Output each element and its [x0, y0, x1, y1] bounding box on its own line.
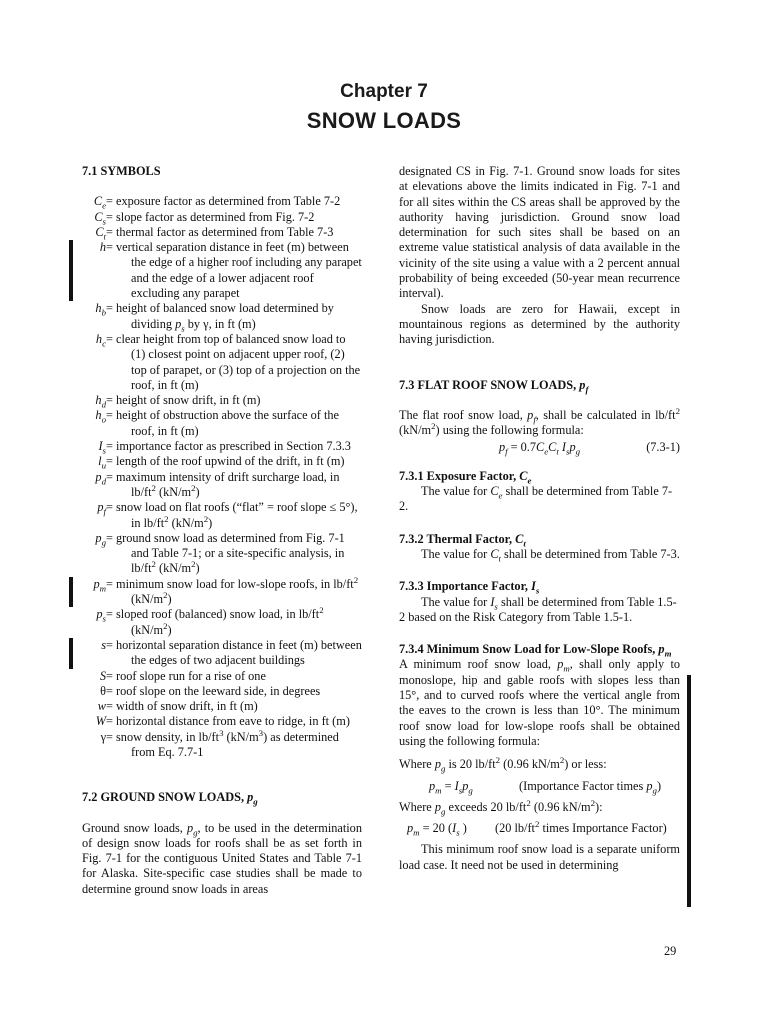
equation-7-3-1 — [399, 440, 680, 455]
symbol-definition — [82, 531, 362, 577]
symbol: $l_u$ — [98, 454, 106, 471]
symbol-description: = width of snow drift, in ft (m) — [106, 699, 258, 714]
symbol-definition — [82, 240, 362, 301]
symbol-definition — [82, 470, 362, 501]
left-column — [82, 164, 362, 897]
formula-pm-low-note: (Importance Factor times $p_g$) — [519, 778, 662, 795]
subsection-heading-7-3-1: 7.3.1 Exposure Factor, $C_e$ — [399, 468, 532, 486]
symbol: $p_m$ — [93, 576, 106, 594]
symbol: $I_s$ — [98, 439, 106, 456]
symbol: $p_d$ — [95, 469, 106, 487]
section-heading-flat-roof: 7.3 FLAT ROOF SNOW LOADS, $p_f$ — [399, 377, 589, 395]
symbol: s — [101, 637, 106, 652]
equation-number: (7.3-1) — [646, 440, 680, 455]
symbol-description: = maximum intensity of drift surcharge load, in $lb/ft^2$ $(kN/m^2)$ — [106, 469, 340, 499]
symbol-description: = roof slope on the leeward side, in degrees — [106, 683, 321, 698]
symbol-description: = snow load on flat roofs (“flat” = roof slope ≤ 5°), in $lb/ft^2$ $(kN/m^2)$ — [106, 500, 358, 530]
symbol-description: = clear height from top of balanced snow load to (1) closest point on adjacent upper roof, (2) top of parapet, or (3) top of a projection on the roof, in ft (m) — [106, 331, 361, 392]
symbol: $h_b$ — [95, 301, 106, 318]
symbol-description: = minimum snow load for low-slope roofs, in $lb/ft^2$ $(kN/m^2)$ — [106, 574, 359, 607]
ground-snow-paragraph: Ground snow loads, $p_g$, to be used in the determination of design snow loads for roofs shall be as set forth in Fig. 7-1 for the contiguous United States and Table 7-1 for Alaska. Site-specific case studies shall be made to determine ground snow loads in areas — [82, 820, 362, 896]
symbol-description: = height of snow drift, in ft (m) — [106, 393, 261, 408]
section-heading-symbols: 7.1 SYMBOLS — [82, 164, 161, 178]
symbol: W — [95, 714, 106, 729]
symbol-description: = slope factor as determined from Fig. 7-2 — [106, 209, 315, 224]
where-condition-1: Where $p_g$ is 20 $lb/ft^2$ (0.96 $kN/m^2$) or less: — [399, 755, 607, 774]
page-number: 29 — [664, 944, 677, 958]
symbol-description: = importance factor as prescribed in Section 7.3.3 — [106, 439, 351, 454]
symbol-definition — [82, 500, 362, 531]
symbol-definition — [82, 699, 362, 714]
symbol-definition — [82, 210, 362, 225]
symbol-description: = snow density, in $lb/ft^3$ $(kN/m^3)$ as determined from Eq. 7.7-1 — [106, 727, 339, 759]
symbol-definition — [82, 301, 362, 332]
subsection-heading-7-3-2: 7.3.2 Thermal Factor, $C_t$ — [399, 531, 526, 549]
subsection-text-7-3-4: A minimum roof snow load, $p_m$, shall only apply to monoslope, hip and gable roofs with slopes less than 15°, and to curved roofs where the vertical angle from the eaves to the crown is less than 10°. The minimum roof snow load for low-slope roofs shall be obtained using the following formula: — [399, 657, 681, 748]
symbol: θ — [100, 683, 106, 698]
symbol-description: = roof slope run for a rise of one — [106, 668, 266, 683]
symbol: $C_t$ — [95, 224, 106, 242]
flat-roof-paragraph: The flat roof snow load, $p_f$, shall be calculated in $lb/ft^2$ $(kN/m^2)$ using the following formula: — [399, 405, 680, 438]
symbol: w — [97, 699, 106, 714]
right-column — [399, 164, 680, 873]
where-condition-2: Where $p_g$ exceeds 20 $lb/ft^2$ (0.96 $kN/m^2$): — [399, 797, 603, 817]
subsection-heading-7-3-3: 7.3.3 Importance Factor, $I_s$ — [399, 579, 540, 596]
subsection-heading-7-3-4: 7.3.4 Minimum Snow Load for Low-Slope Roofs, $p_m$ — [399, 642, 672, 659]
symbol-definition — [82, 454, 362, 469]
formula-pm-high — [407, 821, 680, 836]
formula-pm-high-note: (20 $lb/ft^2$ times Importance Factor) — [495, 819, 667, 836]
symbol-definitions-list — [82, 194, 362, 760]
symbol-definition — [82, 439, 362, 454]
symbol: $C_s$ — [94, 209, 106, 227]
minimum-load-paragraph: This minimum roof snow load is a separate uniform load case. It need not be used in determining — [399, 842, 680, 872]
symbol-description: = exposure factor as determined from Table 7-2 — [106, 194, 341, 209]
chapter-label: Chapter 7 — [340, 81, 428, 102]
symbol-description: = horizontal distance from eave to ridge, in ft (m) — [106, 714, 350, 729]
symbol-description: = ground snow load as determined from Fig. 7-1 and Table 7-1; or a site-specific analysis, in $lb/ft^2$ $(kN/m^2)$ — [106, 530, 345, 576]
symbol-description: = length of the roof upwind of the drift, in ft (m) — [106, 454, 345, 469]
symbol-definition — [82, 408, 362, 439]
revision-bar — [69, 577, 73, 608]
symbol-definition — [82, 574, 362, 608]
symbol-definition — [82, 607, 362, 638]
symbol-description: = height of balanced snow load determined by dividing $p_s$ by γ, in ft (m) — [106, 301, 334, 334]
revision-bar — [69, 240, 73, 301]
symbol: $p_g$ — [95, 530, 106, 548]
symbol-definition — [82, 684, 362, 699]
symbol-description: = vertical separation distance in feet (m) between the edge of a higher roof including any parapet and the edge of a lower adjacent roof excluding any parapet — [106, 240, 362, 301]
symbol-definition — [82, 332, 362, 393]
symbol-definition — [82, 669, 362, 684]
equation-body: $p_f = 0.7C_eC_t$ $I_sp_g$ — [498, 440, 581, 457]
symbol-definition — [82, 225, 362, 240]
symbol-definition — [82, 638, 362, 669]
section-heading-ground-snow: 7.2 GROUND SNOW LOADS, $p_g$ — [82, 790, 258, 807]
symbol-definition — [82, 727, 362, 761]
symbol: $h_d$ — [95, 393, 106, 410]
symbol-definition — [82, 393, 362, 408]
subsection-text-7-3-2: The value for $C_t$ shall be determined from Table 7-3. — [421, 546, 680, 564]
symbol: $p_f$ — [97, 500, 106, 517]
formula-pm-high-expression: $p_m = 20$ ($I_s$ ) — [407, 821, 467, 838]
revision-bar — [69, 638, 73, 669]
revision-bar — [687, 675, 691, 907]
ground-snow-paragraph-continued: designated CS in Fig. 7-1. Ground snow loads for sites at elevations above the limits indicated in Fig. 7-1 and for all sites within the CS areas shall be approved by the authority having jurisdiction. Ground snow load determination for such sites shall be based on an extreme value statistical analysis of data available in the vicinity of the site using a value with a 2 percent annual probability of being exceeded (50-year mean recurrence interval). — [399, 164, 680, 301]
symbol-description: = height of obstruction above the surface of the roof, in ft (m) — [106, 408, 339, 438]
symbol: γ — [100, 729, 106, 744]
symbol: h — [99, 240, 106, 255]
symbol-definition — [82, 194, 362, 209]
symbol-description: = horizontal separation distance in feet (m) between the edges of two adjacent buildings — [106, 637, 362, 668]
symbol: $h_c$ — [95, 331, 106, 349]
symbol: S — [99, 668, 106, 683]
symbol: $p_s$ — [96, 607, 106, 624]
symbol: $h_o$ — [95, 408, 106, 425]
formula-pm-low — [429, 779, 680, 794]
hawaii-paragraph: Snow loads are zero for Hawaii, except in mountainous regions as determined by the authority having jurisdiction. — [399, 301, 680, 347]
chapter-title: SNOW LOADS — [306, 108, 462, 133]
symbol-description: = thermal factor as determined from Table 7-3 — [106, 224, 334, 239]
symbol: $C_e$ — [93, 194, 106, 211]
subsection-text-7-3-1: The value for $C_e$ shall be determined from Table 7-2. — [399, 484, 673, 514]
symbol-description: = sloped roof (balanced) snow load, in $lb/ft^2$ $(kN/m^2)$ — [106, 605, 324, 637]
formula-pm-low-expression: $p_m = I_sp_g$ — [429, 778, 473, 795]
subsection-text-7-3-3: The value for $I_s$ shall be determined from Table 1.5-2 based on the Risk Category from Table 1.5-1. — [399, 594, 677, 624]
